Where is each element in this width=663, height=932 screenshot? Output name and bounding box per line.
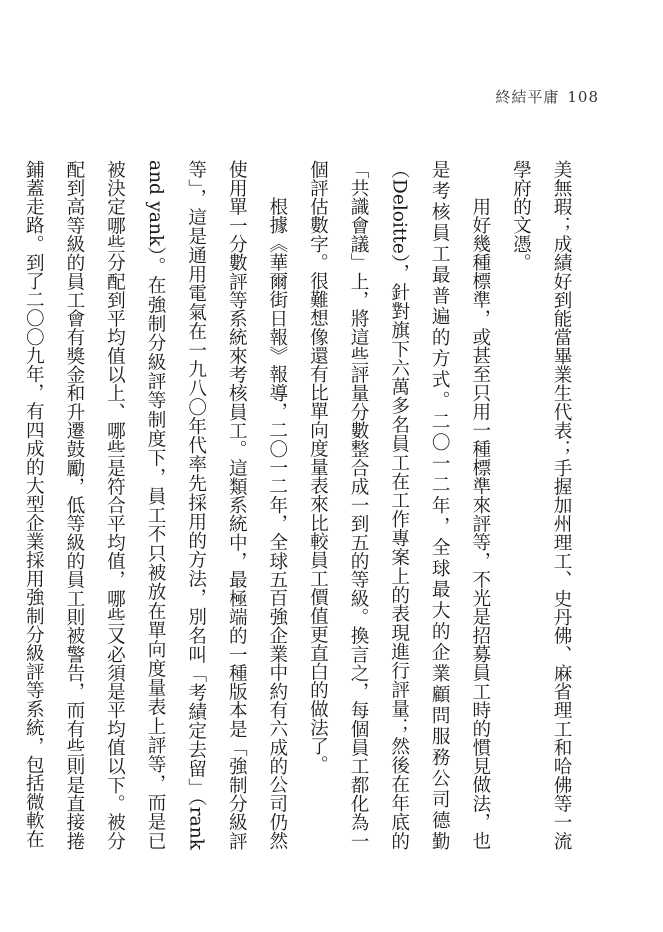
paragraph-continued: 美無瑕；成績好到能當畢業生代表；手握加州理工、史丹佛、麻省理工和哈佛等一流學府的文憑。 [510, 160, 572, 850]
paragraph-wsj: 根據《華爾街日報》報導，二〇一二年，全球五百強企業中約有六成的公司仍然使用單一分數評等系統來考核員工。這類系統中，最極端的一種版本是「強制分級評等」，這是通用電氣在一九八〇年代率先採用的方法，別名叫「考績定去留」（rank and yank）。在強制分級評等制度下，員工不只被放在單向度量表上評等，而是已被決定哪些分配到平均值以上、哪些是符合平均值，哪些又必須是平均值以下。被分配到高等級的員工會有獎金和升遷鼓勵，低等級的員工則被警告，而有些則是直接捲鋪蓋走路。到了二〇〇九年，有四成的大型企業採用強制分級評等系統，包括微軟在 [23, 160, 288, 850]
page-number: 108 [567, 88, 599, 106]
paragraph-deloitte: 用好幾種標準，或甚至只用一種標準來評等，不光是招募員工時的慣見做法，也是考核員工最普遍的方式。二〇一二年，全球最大的企業顧問服務公司德勤（Deloitte），針對旗下六萬多名員工在工作專案上的表現進行評量；然後在年底的「共識會議」上，將這些評量分數整合成一到五的等級。換言之，每個員工都化為一個評估數字。很難想像還有比單向度量表來比較員工價值更直白的做法了。 [307, 160, 491, 850]
running-header [495, 86, 599, 107]
vertical-body-text [23, 160, 581, 850]
book-title: 終結平庸 [495, 88, 560, 106]
